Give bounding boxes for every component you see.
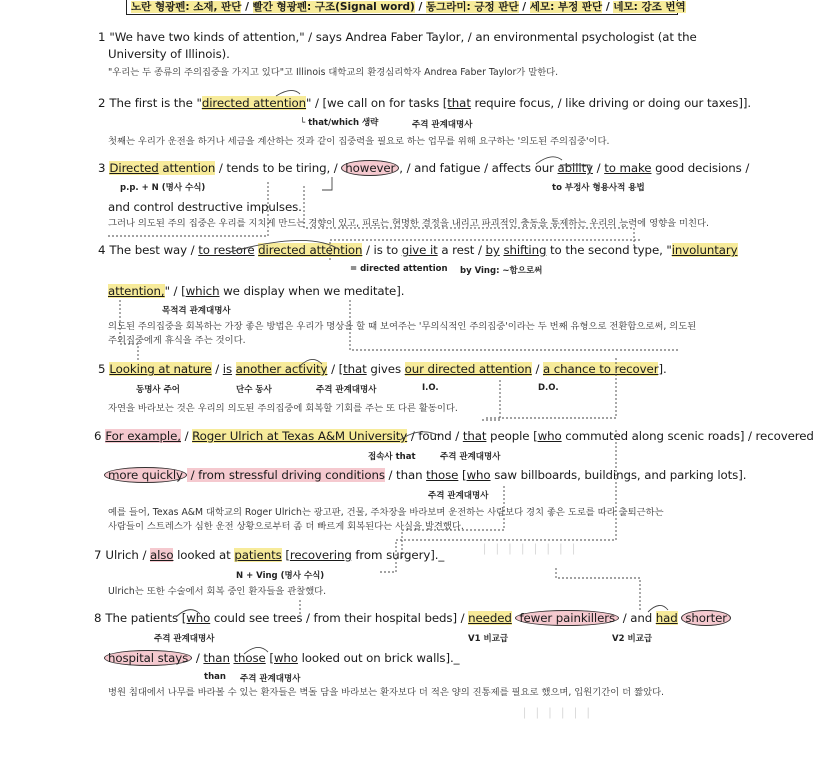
highlight-had: had — [655, 611, 678, 625]
word-give-it: give it — [401, 243, 438, 257]
legend-bar — [126, 0, 686, 15]
circle-fewer-painkillers: fewer painkillers — [515, 610, 619, 626]
sentence-3-line-1: 3 Directed attention / tends to be tiring, / however , / and fatigue / affects our ability / to make good decisions / — [98, 161, 750, 175]
bleed-through-text: ❘ ❘ ❘ ❘ ❘ ❘ — [520, 706, 593, 719]
highlight-needed: needed — [468, 611, 512, 625]
circle-shorter: shorter — [681, 610, 731, 626]
sentence-2-translation: 첫째는 우리가 운전을 하거나 세금을 계산하는 것과 같이 집중력을 필요로 하는 업무를 위해 요구하는 '의도된 주의집중'이다. — [108, 136, 610, 147]
note-to-infinitive: to 부정사 형용사적 용법 — [552, 183, 645, 193]
highlight-involuntary: involuntary — [671, 243, 738, 257]
circle-more-quickly: more quickly — [104, 467, 187, 483]
sentence-8-translation: 병원 침대에서 나무를 바라볼 수 있는 환자들은 벽돌 담을 바라보는 환자보다 더 적은 양의 진통제를 필요로 했으며, 입원기간이 더 짧았다. — [108, 687, 665, 698]
note-subject-relative: 주격 관계대명사 — [428, 491, 489, 501]
legend-square: 네모: 강조 번역 — [613, 1, 686, 13]
note-v1-comparative: V1 비교급 — [468, 634, 509, 644]
sentence-number: 6 — [94, 429, 102, 443]
sentence-number: 8 — [94, 611, 102, 625]
note-do: D.O. — [538, 383, 559, 393]
legend-yellow: 노란 형광펜: 소재, 판단 — [131, 1, 242, 13]
sentence-5-translation: 자연을 바라보는 것은 우리의 의도된 주의집중에 회복할 기회를 주는 또 다른 활동이다. — [108, 403, 458, 414]
sentence-6-translation-1: 예를 들어, Texas A&M 대학교의 Roger Ulrich는 광고판, 건물, 주차장을 바라보며 운전하는 사람보다 경치 좋은 도로를 따라 출퇴근하는 — [108, 507, 664, 518]
highlight-chance-to-recover: a chance to recover — [542, 362, 659, 376]
sentence-number: 5 — [98, 362, 106, 376]
word-than: than — [203, 651, 230, 665]
word-to-make: to make — [604, 161, 652, 175]
link-line — [556, 568, 640, 612]
sentence-number: 1 — [98, 30, 106, 44]
sentence-4-line-1: 4 The best way / to restore directed attention / is to give it a rest / by shifting to the second type, "involuntary — [98, 243, 738, 257]
highlight-our-directed-attention: our directed attention — [404, 362, 532, 376]
sentence-number: 2 — [98, 96, 106, 110]
word-ability: ability — [557, 161, 593, 175]
note-singular-verb: 단수 동사 — [236, 385, 272, 395]
note-subject-relative: 주격 관계대명사 — [154, 634, 215, 644]
highlight-directed: Directed — [109, 161, 159, 175]
note-conjunction-that: 접속사 that — [368, 452, 416, 462]
link-line — [322, 177, 332, 190]
note-v2-comparative: V2 비교급 — [612, 634, 653, 644]
legend-sep: / — [522, 1, 527, 13]
note-io: I.O. — [422, 383, 439, 393]
sentence-4-translation-1: 의도된 주의집중을 회복하는 가장 좋은 방법은 우리가 명상을 할 때 보여주는 '무의식적인 주의집중'이라는 두 번째 유형으로 전환함으로써, 의도된 — [108, 321, 697, 332]
word-who: [who — [533, 429, 562, 443]
highlight-attention: attention — [158, 161, 216, 175]
legend-sep: / — [418, 1, 423, 13]
highlight-patients: patients — [234, 548, 282, 562]
word-who: [who — [269, 651, 298, 665]
note-gerund-subject: 동명사 주어 — [136, 385, 181, 395]
sentence-number: 4 — [98, 243, 106, 257]
legend-sep: / — [245, 1, 249, 13]
highlight-attention: attention, — [108, 284, 165, 298]
highlight-directed-attention: directed attention — [258, 243, 363, 257]
sentence-5: 5 Looking at nature / is another activity / [that gives our directed attention / a chance to recover]. — [98, 362, 667, 376]
sentence-text: "We have two kinds of attention," / says Andrea Faber Taylor, / an environmental psychologist (at the — [109, 30, 697, 44]
sentence-7-translation: Ulrich는 또한 수술에서 회복 중인 환자들을 관찰했다. — [108, 586, 327, 597]
legend-sep: / — [605, 1, 610, 13]
signal-also: also — [149, 548, 174, 562]
note-than: than — [204, 672, 226, 682]
sentence-8-line-2: hospital stays / than those [who looked out on brick walls]._ — [104, 651, 459, 666]
word-that: that — [343, 362, 367, 376]
note-subject-relative: 주격 관계대명사 — [240, 674, 301, 684]
word-is: is — [222, 362, 233, 376]
word-who: [who — [181, 611, 211, 625]
note-subject-relative: 주격 관계대명사 — [412, 120, 473, 130]
note-subject-relative: 주격 관계대명사 — [316, 385, 377, 395]
sentence-6-translation-2: 사람들이 스트레스가 심한 운전 상황으로부터 좀 더 빠르게 회복된다는 사실을 발견했다. — [108, 521, 464, 532]
sentence-3-line-2: and control destructive impulses. — [108, 200, 302, 214]
note-object-relative: 목적격 관계대명사 — [162, 306, 231, 316]
highlight-another-activity: another activity — [235, 362, 328, 376]
word-which: which — [185, 284, 220, 298]
sentence-4-line-2: attention," / [which we display when we meditate]. — [108, 284, 405, 298]
circle-hospital-stays: hospital stays — [104, 650, 192, 666]
note-directed-attention: = directed attention — [350, 264, 448, 274]
sentence-7: 7 Ulrich / also looked at patients [recovering from surgery]._ — [94, 548, 445, 562]
word-shifting: shifting — [503, 243, 547, 257]
sentence-3-translation: 그러나 의도된 주의 집중은 우리를 지치게 만드는 경향이 있고, 피로는 현명한 결정을 내리고 파괴적인 충동을 통제하는 우리의 능력에 영향을 미친다. — [108, 218, 709, 229]
legend-box: 세모: 부정 판단 — [529, 1, 603, 13]
sentence-8-line-1: 8 The patients [who could see trees / from their hospital beds] / needed fewer painkillers / and had shorter — [94, 611, 731, 626]
note-pp-noun: p.p. + N (명사 수식) — [120, 183, 206, 193]
highlight-stressful-driving: / from stressful driving conditions — [186, 468, 385, 482]
word-that: that — [462, 429, 487, 443]
word-those: those — [426, 468, 459, 482]
sentence-6-line-2: more quickly / from stressful driving conditions / than those [who saw billboards, buildings, and parking lots]. — [104, 468, 746, 483]
sentence-6-line-1: 6 For example, / Roger Ulrich at Texas A&M University / found / that people [who commuted along scenic roads] / recovered — [94, 429, 814, 443]
highlight-directed-attention: directed attention — [201, 96, 307, 110]
signal-word-however: however — [341, 160, 399, 176]
highlight-looking-at-nature: Looking at nature — [109, 362, 212, 376]
sentence-1-translation: "우리는 두 종류의 주의집중을 가지고 있다"고 Illinois 대학교의 환경심리학자 Andrea Faber Taylor가 말한다. — [108, 67, 559, 78]
note-that-which-omitted: └ that/which 생략 — [300, 118, 379, 128]
signal-for-example: For example, — [105, 429, 181, 443]
word-recovering: recovering — [289, 548, 352, 562]
note-by-ving: by Ving: ~함으로써 — [460, 266, 543, 276]
sentence-2: 2 The first is the "directed attention" / [we call on for tasks [that require focus, / like driving or doing our taxes]]. — [98, 96, 751, 110]
note-noun-ving: N + Ving (명사 수식) — [236, 571, 325, 581]
sentence-1-line-1 — [98, 30, 697, 45]
word-who: [who — [462, 468, 491, 482]
sentence-number: 7 — [94, 548, 102, 562]
word-by: by — [485, 243, 500, 257]
sentence-4-translation-2: 주의집중에게 휴식을 주는 것이다. — [108, 335, 246, 346]
sentence-number: 3 — [98, 161, 106, 175]
legend-pink: 빨간 형광펜: 구조(Signal word) — [252, 1, 415, 13]
word-those: those — [233, 651, 266, 665]
note-subject-relative: 주격 관계대명사 — [440, 452, 501, 462]
link-line — [480, 380, 500, 420]
relative-clause-that: [that — [442, 96, 471, 110]
sentence-1-line-2: University of Illinois). — [108, 47, 230, 61]
legend-circle: 동그라미: 긍정 판단 — [425, 1, 519, 13]
highlight-roger-ulrich: Roger Ulrich at Texas A&M University — [192, 429, 408, 443]
bleed-through-text: ❘ ❘ ❘ ❘ ❘ ❘ ❘ ❘ — [480, 542, 579, 555]
word-to-restore: to restore — [198, 243, 255, 257]
